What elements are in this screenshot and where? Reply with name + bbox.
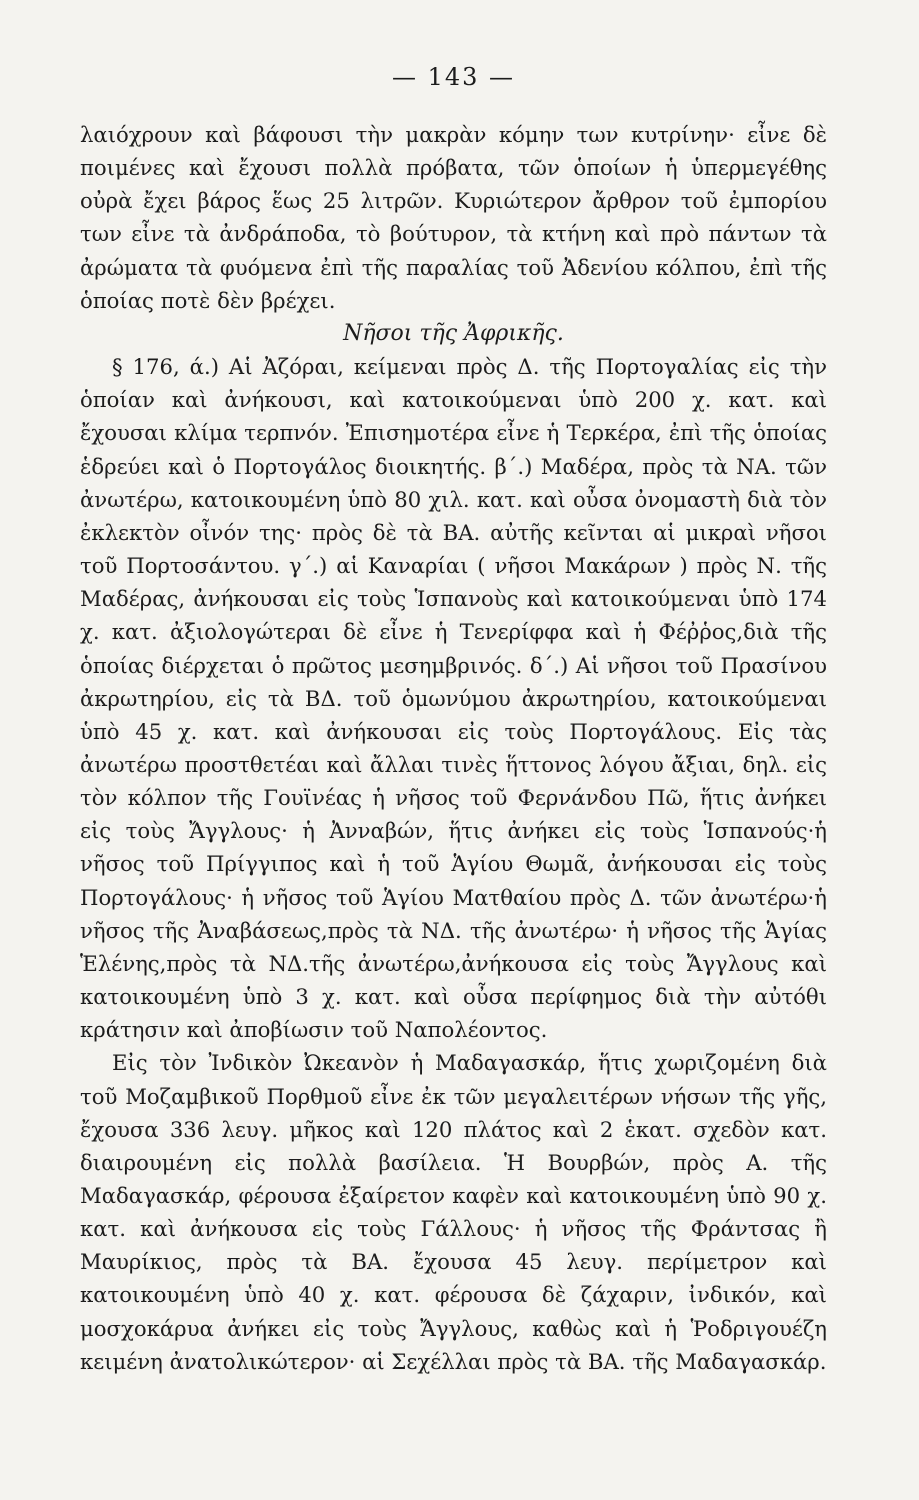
paragraph-islands-atlantic: § 176, ά.) Αἱ Ἀζόραι, κείμεναι πρὸς Δ. τῆς Πορτογαλίας εἰς τὴν ὁποίαν καὶ ἀνήκουσι, καὶ κατοικούμεναι ὑπὸ 200 χ. κατ. καὶ ἔχουσαι κλίμα τερπνόν. Ἐπισημοτέρα εἶνε ἡ Τερκέρα, ἐπὶ τῆς ὁποίας ἑδρεύει καὶ ὁ Πορτογάλος διοικητής. β΄.) Μαδέρα, πρὸς τὰ ΝΑ. τῶν ἀνωτέρω, κατοικουμένη ὑπὸ 80 χιλ. κατ. καὶ οὖσα ὀνομαστὴ διὰ τὸν ἐκλεκτὸν οἶνόν της· πρὸς δὲ τὰ ΒΑ. αὐτῆς κεῖνται αἱ μικραὶ νῆσοι τοῦ Πορτοσάντου. γ΄.) αἱ Καναρίαι ( νῆσοι Μακάρων ) πρὸς Ν. τῆς Μαδέρας, ἀνήκουσαι εἰς τοὺς Ἱσπανοὺς καὶ κατοικούμεναι ὑπὸ 174 χ. κατ. ἀξιολογώτεραι δὲ εἶνε ἡ Τενερίφφα καὶ ἡ Φέῤῥος,διὰ τῆς ὁποίας διέρχεται ὁ πρῶτος μεσημβρινός. δ΄.) Αἱ νῆσοι τοῦ Πρασίνου ἀκρωτηρίου, εἰς τὰ ΒΔ. τοῦ ὁμωνύμου ἀκρωτηρίου, κατοικούμεναι ὑπὸ 45 χ. κατ. καὶ ἀνήκουσαι εἰς τοὺς Πορτογάλους. Εἰς τὰς ἀνωτέρω προστθετέαι καὶ ἄλλαι τινὲς ἥττονος λόγου ἄξιαι, δηλ. εἰς τὸν κόλπον τῆς Γουϊνέας ἡ νῆσος τοῦ Φερνάνδου Πῶ, ἥτις ἀνήκει εἰς τοὺς Ἄγγλους· ἡ Ἀνναβών, ἥτις ἀνήκει εἰς τοὺς Ἱσπανούς·ἡ νῆσος τοῦ Πρίγγιπος καὶ ἡ τοῦ Ἁγίου Θωμᾶ, ἀνήκουσαι εἰς τοὺς Πορτογάλους· ἡ νῆσος τοῦ Ἁγίου Ματθαίου πρὸς Δ. τῶν ἀνωτέρω·ἡ νῆσος τῆς Ἀναβάσεως,πρὸς τὰ ΝΔ. τῆς ἀνωτέρω· ἡ νῆσος τῆς Ἁγίας Ἑλένης,πρὸς τὰ ΝΔ.τῆς ἀνωτέρω,ἀνήκουσα εἰς τοὺς Ἄγγλους καὶ κατοικουμένη ὑπὸ 3 χ. κατ. καὶ οὖσα περίφημος διὰ τὴν αὐτόθι κράτησιν καὶ ἀποβίωσιν τοῦ Ναπολέοντος. xyxy=(80,354,827,1043)
page-number: — 143 — xyxy=(391,63,516,91)
paragraph-continuation: λαιόχρουν καὶ βάφουσι τὴν μακρὰν κόμην των κυτρίνην· εἶνε δὲ ποιμένες καὶ ἔχουσι πολλὰ πρόβατα, τῶν ὁποίων ἡ ὑπερμεγέθης οὐρὰ ἔχει βάρος ἕως 25 λιτρῶν. Κυριώτερον ἄρθρον τοῦ ἐμπορίου των εἶνε τὰ ἀνδράποδα, τὸ βούτυρον, τὰ κτήνη καὶ πρὸ πάντων τὰ ἀρώματα τὰ φυόμενα ἐπὶ τῆς παραλίας τοῦ Ἀδενίου κόλπου, ἐπὶ τῆς ὁποίας ποτὲ δὲν βρέχει. xyxy=(80,122,827,313)
paragraph-islands-indian-ocean: Εἰς τὸν Ἰνδικὸν Ὠκεανὸν ἡ Μαδαγασκάρ, ἥτις χωριζομένη διὰ τοῦ Μοζαμβικοῦ Πορθμοῦ εἶνε ἐκ τῶν μεγαλειτέρων νήσων τῆς γῆς, ἔχουσα 336 λευγ. μῆκος καὶ 120 πλάτος καὶ 2 ἑκατ. σχεδὸν κατ. διαιρουμένη εἰς πολλὰ βασίλεια. Ἡ Βουρβών, πρὸς Α. τῆς Μαδαγασκάρ, φέρουσα ἐξαίρετον καφὲν καὶ κατοικουμένη ὑπὸ 90 χ. κατ. καὶ ἀνήκουσα εἰς τοὺς Γάλλους· ἡ νῆσος τῆς Φράντσας ἢ Μαυρίκιος, πρὸς τὰ ΒΑ. ἔχουσα 45 λευγ. περίμετρον καὶ κατοικουμένη ὑπὸ 40 χ. κατ. φέρουσα δὲ ζάχαριν, ἰνδικόν, καὶ μοσχοκάρυα ἀνήκει εἰς τοὺς Ἄγγλους, καθὼς καὶ ἡ Ῥοδριγουέζη κειμένη ἀνατολικώτερον· αἱ Σεχέλλαι πρὸς τὰ ΒΑ. τῆς Μαδαγασκάρ. xyxy=(80,1050,827,1374)
page-body xyxy=(80,118,827,1378)
section-heading: Νῆσοι τῆς Ἀφρικῆς. xyxy=(343,320,564,346)
